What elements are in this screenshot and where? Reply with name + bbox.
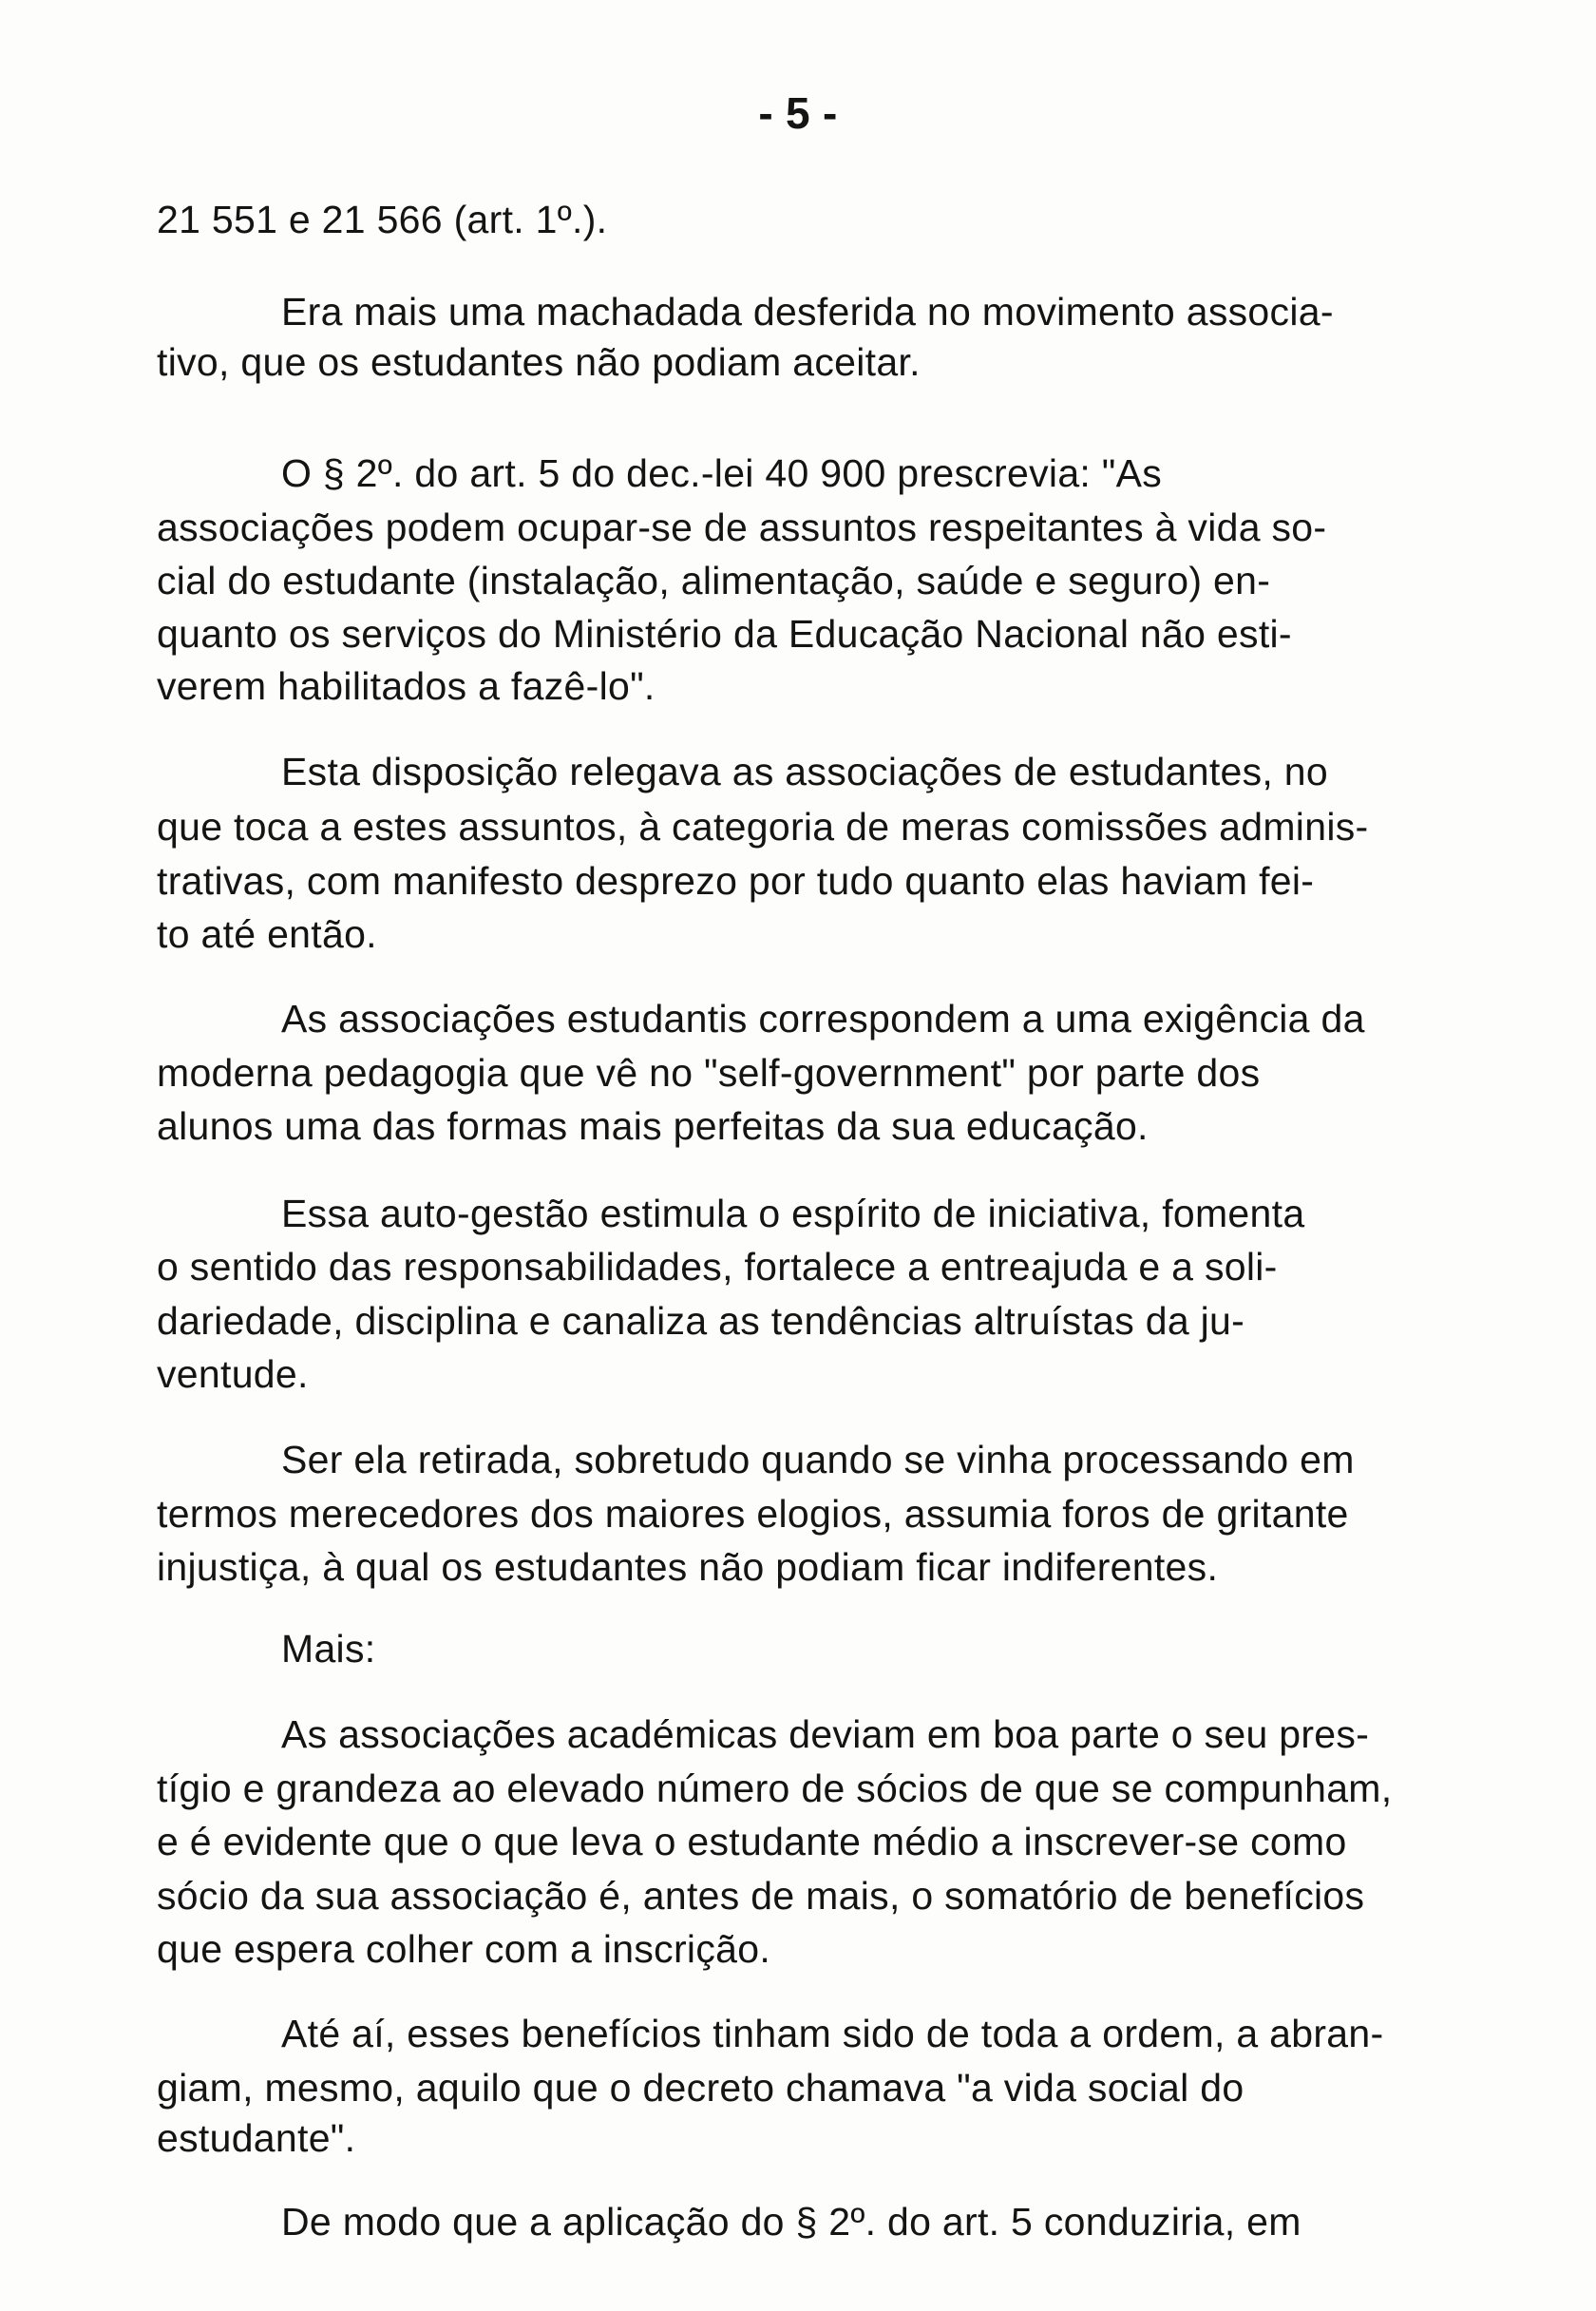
text-line: e é evidente que o que leva o estudante médio a inscrever-se como: [157, 1820, 1347, 1863]
text-line: que espera colher com a inscrição.: [157, 1927, 771, 1971]
text-line: injustiça, à qual os estudantes não podiam ficar indiferentes.: [157, 1545, 1219, 1589]
text-line: dariedade, disciplina e canaliza as tendências altruístas da ju-: [157, 1299, 1245, 1343]
text-line: associações podem ocupar-se de assuntos respeitantes à vida so-: [157, 506, 1327, 549]
text-line: to até então.: [157, 912, 377, 956]
text-line: Mais:: [281, 1627, 376, 1671]
text-line: cial do estudante (instalação, alimentação, saúde e seguro) en-: [157, 559, 1271, 602]
text-line: Ser ela retirada, sobretudo quando se vinha processando em: [281, 1438, 1355, 1481]
text-line: sócio da sua associação é, antes de mais, o somatório de benefícios: [157, 1874, 1365, 1918]
text-line: As associações estudantis correspondem a uma exigência da: [281, 997, 1365, 1041]
text-line: que toca a estes assuntos, à categoria de meras comissões adminis-: [157, 805, 1369, 849]
text-line: termos merecedores dos maiores elogios, assumia foros de gritante: [157, 1492, 1349, 1536]
page-number: - 5 -: [758, 88, 838, 138]
text-line: alunos uma das formas mais perfeitas da sua educação.: [157, 1104, 1149, 1148]
text-line: estudante".: [157, 2116, 356, 2160]
text-line: Era mais uma machadada desferida no movimento associa-: [281, 290, 1334, 334]
text-line: o sentido das responsabilidades, fortalece a entreajuda e a soli-: [157, 1245, 1278, 1289]
text-line: As associações académicas deviam em boa parte o seu pres-: [281, 1712, 1370, 1756]
text-line: trativas, com manifesto desprezo por tudo quanto elas haviam fei-: [157, 859, 1315, 903]
text-line: 21 551 e 21 566 (art. 1º.).: [157, 198, 608, 241]
text-line: quanto os serviços do Ministério da Educação Nacional não esti-: [157, 612, 1292, 656]
text-line: De modo que a aplicação do § 2º. do art. 5 conduziria, em: [281, 2200, 1302, 2244]
text-line: Esta disposição relegava as associações de estudantes, no: [281, 750, 1328, 793]
text-line: giam, mesmo, aquilo que o decreto chamava "a vida social do: [157, 2066, 1244, 2110]
text-line: Até aí, esses benefícios tinham sido de toda a ordem, a abran-: [281, 2012, 1384, 2055]
text-line: O § 2º. do art. 5 do dec.-lei 40 900 prescrevia: "As: [281, 451, 1163, 495]
text-line: tígio e grandeza ao elevado número de sócios de que se compunham,: [157, 1767, 1393, 1810]
text-line: moderna pedagogia que vê no "self-government" por parte dos: [157, 1051, 1261, 1095]
text-line: tivo, que os estudantes não podiam aceitar.: [157, 340, 921, 384]
text-line: ventude.: [157, 1352, 309, 1396]
text-line: verem habilitados a fazê-lo".: [157, 664, 656, 708]
text-line: Essa auto-gestão estimula o espírito de iniciativa, fomenta: [281, 1192, 1305, 1235]
